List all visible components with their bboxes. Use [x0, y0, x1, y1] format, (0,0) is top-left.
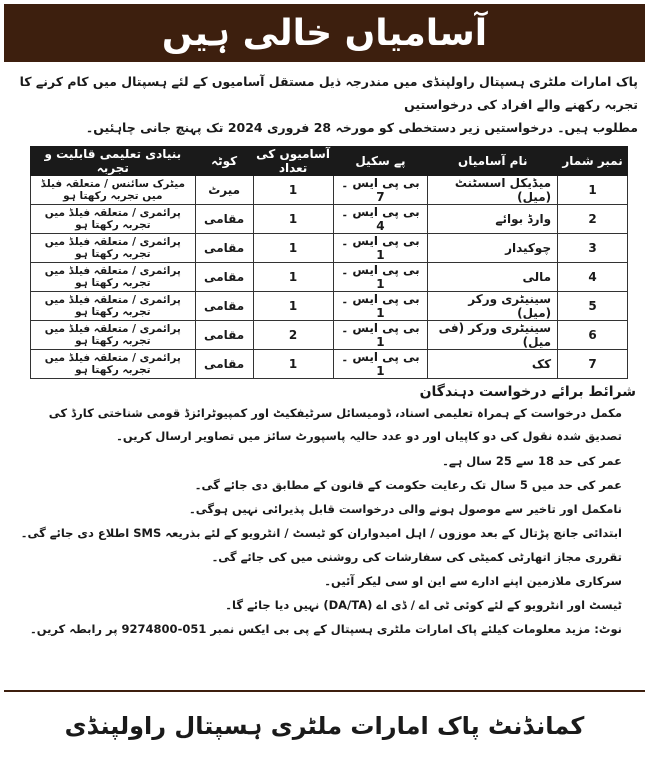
list-item: سرکاری ملازمین اپنے ادارے سے این او سی لیکر آئیں۔ — [324, 574, 622, 588]
intro-paragraph — [10, 70, 638, 139]
list-item: ابتدائی جانچ پڑتال کے بعد موزوں / اہل امیدواران کو ٹیسٹ / انٹرویو کے لئے بذریعہ SMS اطلاع دی جائے گی۔ — [20, 526, 622, 540]
cell-serial: 6 — [558, 321, 628, 350]
table-row — [31, 292, 628, 321]
cell-qualification: پرائمری / متعلقہ فیلڈ میں تجربہ رکھتا ہو — [31, 263, 196, 292]
header-post-name: نام آسامیاں — [428, 147, 558, 176]
cell-qualification: پرائمری / متعلقہ فیلڈ میں تجربہ رکھتا ہو — [31, 321, 196, 350]
cell-pay-scale: بی پی ایس ۔ 4 — [333, 205, 428, 234]
intro-line-2: مطلوب ہیں۔ درخواستیں زیر دستخطی کو مورخہ 28 فروری 2024 تک پہنچ جانی چاہئیں۔ — [85, 120, 638, 135]
cell-post-count: 1 — [253, 234, 333, 263]
applicant-conditions — [10, 384, 642, 646]
table-row — [31, 350, 628, 379]
table-row — [31, 176, 628, 205]
cell-post-count: 1 — [253, 263, 333, 292]
cell-post-name: وارڈ بوائے — [428, 205, 558, 234]
cell-post-count: 1 — [253, 176, 333, 205]
header-qualification: بنیادی تعلیمی قابلیت و تجربہ — [31, 147, 196, 176]
cell-pay-scale: بی پی ایس ۔ 7 — [333, 176, 428, 205]
cell-quota: مقامی — [195, 292, 253, 321]
cell-serial: 7 — [558, 350, 628, 379]
cell-quota: مقامی — [195, 205, 253, 234]
cell-post-name: سینیٹری ورکر (میل) — [428, 292, 558, 321]
cell-post-name: سینیٹری ورکر (فی میل) — [428, 321, 558, 350]
page-title: آسامیاں خالی ہیں — [161, 12, 488, 54]
cell-pay-scale: بی پی ایس ۔ 1 — [333, 263, 428, 292]
cell-qualification: میٹرک سائنس / متعلقہ فیلڈ میں تجربہ رکھتا ہو — [31, 176, 196, 205]
cell-quota: مقامی — [195, 234, 253, 263]
cell-serial: 2 — [558, 205, 628, 234]
header-banner — [4, 4, 645, 62]
table-row — [31, 234, 628, 263]
cell-serial: 1 — [558, 176, 628, 205]
list-item: عمر کی حد 18 سے 25 سال ہے۔ — [442, 454, 622, 468]
cell-post-count: 2 — [253, 321, 333, 350]
cell-quota: مقامی — [195, 350, 253, 379]
cell-post-name: کک — [428, 350, 558, 379]
cell-pay-scale: بی پی ایس ۔ 1 — [333, 292, 428, 321]
cell-post-count: 1 — [253, 350, 333, 379]
list-item: نامکمل اور تاخیر سے موصول ہونے والی درخواست قابل پذیرائی نہیں ہوگی۔ — [189, 502, 622, 516]
cell-quota: مقامی — [195, 263, 253, 292]
header-pay-scale: پے سکیل — [333, 147, 428, 176]
cell-post-count: 1 — [253, 205, 333, 234]
table-row — [31, 263, 628, 292]
cell-post-count: 1 — [253, 292, 333, 321]
cell-post-name: میڈیکل اسسٹنٹ (میل) — [428, 176, 558, 205]
signature-block: کمانڈنٹ پاک امارات ملٹری ہسپتال راولپنڈی — [64, 712, 585, 740]
cell-qualification: پرائمری / متعلقہ فیلڈ میں تجربہ رکھتا ہو — [31, 205, 196, 234]
cell-serial: 5 — [558, 292, 628, 321]
list-item: نوٹ: مزید معلومات کیلئے پاک امارات ملٹری ہسپتال کے پی بی ایکس نمبر 051-9274800 پر رابطہ کریں۔ — [29, 622, 622, 636]
cell-post-name: چوکیدار — [428, 234, 558, 263]
cell-qualification: پرائمری / متعلقہ فیلڈ میں تجربہ رکھتا ہو — [31, 292, 196, 321]
vacancies-table — [30, 146, 628, 379]
cell-qualification: پرائمری / متعلقہ فیلڈ میں تجربہ رکھتا ہو — [31, 350, 196, 379]
cell-qualification: پرائمری / متعلقہ فیلڈ میں تجربہ رکھتا ہو — [31, 234, 196, 263]
cell-pay-scale: بی پی ایس ۔ 1 — [333, 350, 428, 379]
header-quota: کوٹہ — [195, 147, 253, 176]
cell-serial: 3 — [558, 234, 628, 263]
intro-line-1: پاک امارات ملٹری ہسپتال راولپنڈی میں مندرجہ ذیل مستقل آسامیوں کے لئے ہسپتال میں کام کرنے کا تجربہ رکھنے والے افراد کی درخواستیں — [19, 74, 638, 112]
cell-serial: 4 — [558, 263, 628, 292]
list-item: مکمل درخواست کے ہمراہ تعلیمی اسناد، ڈومیسائل سرٹیفکیٹ اور کمپیوٹرائزڈ قومی شناختی کارڈ کی تصدیق شدہ نقول کی دو کاپیاں اور دو عدد حالیہ پاسپورٹ سائز میں تصاویر ارسال کریں۔ — [48, 406, 622, 443]
table-row — [31, 321, 628, 350]
header-post-count: آسامیوں کی تعداد — [253, 147, 333, 176]
list-item: ٹیسٹ اور انٹرویو کے لئے کوئی ٹی اے / ڈی اے (DA/TA) نہیں دیا جائے گا۔ — [225, 598, 622, 612]
cell-pay-scale: بی پی ایس ۔ 1 — [333, 321, 428, 350]
footer-divider — [4, 690, 645, 692]
conditions-list — [10, 402, 642, 637]
table-header-row — [31, 147, 628, 176]
header-serial: نمبر شمار — [558, 147, 628, 176]
list-item: عمر کی حد میں 5 سال تک رعایت حکومت کے قانون کے مطابق دی جائے گی۔ — [194, 478, 622, 492]
conditions-title: شرائط برائے درخواست دہندگان — [419, 384, 636, 400]
cell-pay-scale: بی پی ایس ۔ 1 — [333, 234, 428, 263]
list-item: تقرری مجاز اتھارٹی کمیٹی کی سفارشات کی روشنی میں کی جائے گی۔ — [211, 550, 622, 564]
cell-quota: مقامی — [195, 321, 253, 350]
cell-quota: میرٹ — [195, 176, 253, 205]
table-row — [31, 205, 628, 234]
cell-post-name: مالی — [428, 263, 558, 292]
